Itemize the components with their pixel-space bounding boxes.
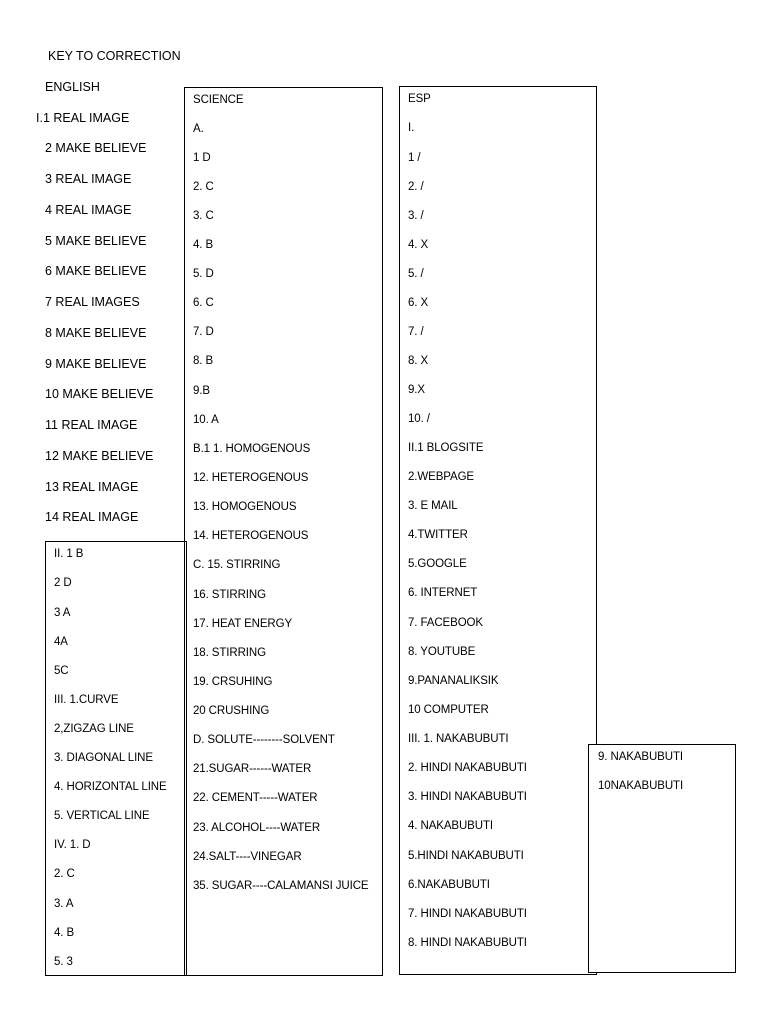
- english-answer: 9 MAKE BELIEVE: [45, 357, 147, 371]
- esp-answer: 1 /: [408, 152, 421, 164]
- esp-answer: I.: [408, 122, 415, 134]
- science-answer: 13. HOMOGENOUS: [193, 501, 297, 513]
- esp-answer: 10 COMPUTER: [408, 704, 489, 716]
- science-answer: 18. STIRRING: [193, 647, 266, 659]
- esp-answer: 4.TWITTER: [408, 529, 468, 541]
- esp-answer: 6. X: [408, 297, 429, 309]
- english-answer: 7 REAL IMAGES: [45, 295, 140, 309]
- english-answer: III. 1.CURVE: [54, 694, 119, 706]
- science-answer: 2. C: [193, 181, 214, 193]
- document-title: KEY TO CORRECTION: [48, 49, 181, 63]
- science-answer: 21.SUGAR------WATER: [193, 763, 312, 775]
- english-answer: 2. C: [54, 868, 75, 880]
- english-answer: 4A: [54, 636, 68, 648]
- esp-answer: II.1 BLOGSITE: [408, 442, 484, 454]
- esp-answer: 9. NAKABUBUTI: [598, 751, 683, 763]
- english-answer: 4 REAL IMAGE: [45, 203, 132, 217]
- science-answer: 9.B: [193, 385, 210, 397]
- esp-answer: 5.GOOGLE: [408, 558, 467, 570]
- english-answer: 6 MAKE BELIEVE: [45, 264, 147, 278]
- science-answer: 7. D: [193, 326, 214, 338]
- english-answer: 3 REAL IMAGE: [45, 172, 132, 186]
- science-answer: 16. STIRRING: [193, 589, 266, 601]
- esp-answer: 9.X: [408, 384, 425, 396]
- science-answer: 19. CRSUHING: [193, 676, 273, 688]
- esp-answer: 2. /: [408, 181, 424, 193]
- esp-answer: 8. YOUTUBE: [408, 646, 476, 658]
- science-answer: 24.SALT----VINEGAR: [193, 851, 302, 863]
- science-answer: D. SOLUTE--------SOLVENT: [193, 734, 335, 746]
- english-answer: 2 MAKE BELIEVE: [45, 141, 147, 155]
- english-heading: ENGLISH: [45, 80, 100, 94]
- esp-answer: 3. E MAIL: [408, 500, 458, 512]
- esp-answer: 6.NAKABUBUTI: [408, 879, 490, 891]
- english-answer: II. 1 B: [54, 548, 84, 560]
- esp-answer: 4. NAKABUBUTI: [408, 820, 493, 832]
- english-answer: 3. A: [54, 898, 74, 910]
- science-answer: 4. B: [193, 239, 214, 251]
- science-answer: C. 15. STIRRING: [193, 559, 281, 571]
- science-heading: SCIENCE: [193, 94, 244, 106]
- science-answer: 5. D: [193, 268, 214, 280]
- english-answer: 5. VERTICAL LINE: [54, 810, 150, 822]
- esp-answer: 3. /: [408, 210, 424, 222]
- english-answer: 4. HORIZONTAL LINE: [54, 781, 167, 793]
- english-answer: 5. 3: [54, 956, 73, 968]
- esp-answer: 10NAKABUBUTI: [598, 780, 684, 792]
- esp-answer: 3. HINDI NAKABUBUTI: [408, 791, 527, 803]
- english-answer: I.1 REAL IMAGE: [36, 111, 130, 125]
- science-answer: 10. A: [193, 414, 219, 426]
- english-answer: 5 MAKE BELIEVE: [45, 234, 147, 248]
- esp-answer: 7. FACEBOOK: [408, 617, 483, 629]
- science-answer: 20 CRUSHING: [193, 705, 270, 717]
- esp-answer: 10. /: [408, 413, 430, 425]
- english-answer: 2,ZIGZAG LINE: [54, 723, 134, 735]
- english-answer: 2 D: [54, 577, 72, 589]
- english-answer: 5C: [54, 665, 69, 677]
- esp-answer: 7. /: [408, 326, 424, 338]
- esp-answer: 7. HINDI NAKABUBUTI: [408, 908, 527, 920]
- english-answer: 8 MAKE BELIEVE: [45, 326, 147, 340]
- english-answer: 11 REAL IMAGE: [45, 418, 138, 432]
- esp-answer: 5. /: [408, 268, 424, 280]
- english-answer: 3. DIAGONAL LINE: [54, 752, 153, 764]
- english-answer: 10 MAKE BELIEVE: [45, 387, 154, 401]
- esp-answer: 5.HINDI NAKABUBUTI: [408, 850, 524, 862]
- science-answer: 8. B: [193, 355, 214, 367]
- science-answer: 1 D: [193, 152, 211, 164]
- esp-answer: 2. HINDI NAKABUBUTI: [408, 762, 527, 774]
- science-answer: 35. SUGAR----CALAMANSI JUICE: [193, 880, 369, 892]
- science-answer: 6. C: [193, 297, 214, 309]
- english-answer: 14 REAL IMAGE: [45, 510, 139, 524]
- english-answer: IV. 1. D: [54, 839, 91, 851]
- esp-answer: 4. X: [408, 239, 429, 251]
- esp-heading: ESP: [408, 93, 431, 105]
- english-answer: 3 A: [54, 607, 71, 619]
- esp-answer: 6. INTERNET: [408, 587, 478, 599]
- science-answer: 22. CEMENT-----WATER: [193, 792, 318, 804]
- science-answer: 17. HEAT ENERGY: [193, 618, 293, 630]
- esp-answer: III. 1. NAKABUBUTI: [408, 733, 509, 745]
- esp-answer: 8. X: [408, 355, 429, 367]
- esp-answer: 2.WEBPAGE: [408, 471, 474, 483]
- science-answer: 14. HETEROGENOUS: [193, 530, 309, 542]
- esp-answer: 9.PANANALIKSIK: [408, 675, 499, 687]
- english-answer: 4. B: [54, 927, 75, 939]
- esp-answer: 8. HINDI NAKABUBUTI: [408, 937, 527, 949]
- english-answer: 12 MAKE BELIEVE: [45, 449, 154, 463]
- science-answer: 12. HETEROGENOUS: [193, 472, 309, 484]
- english-answer: 13 REAL IMAGE: [45, 480, 139, 494]
- science-answer: 3. C: [193, 210, 214, 222]
- science-answer: 23. ALCOHOL----WATER: [193, 822, 321, 834]
- science-answer: A.: [193, 123, 204, 135]
- science-answer: B.1 1. HOMOGENOUS: [193, 443, 311, 455]
